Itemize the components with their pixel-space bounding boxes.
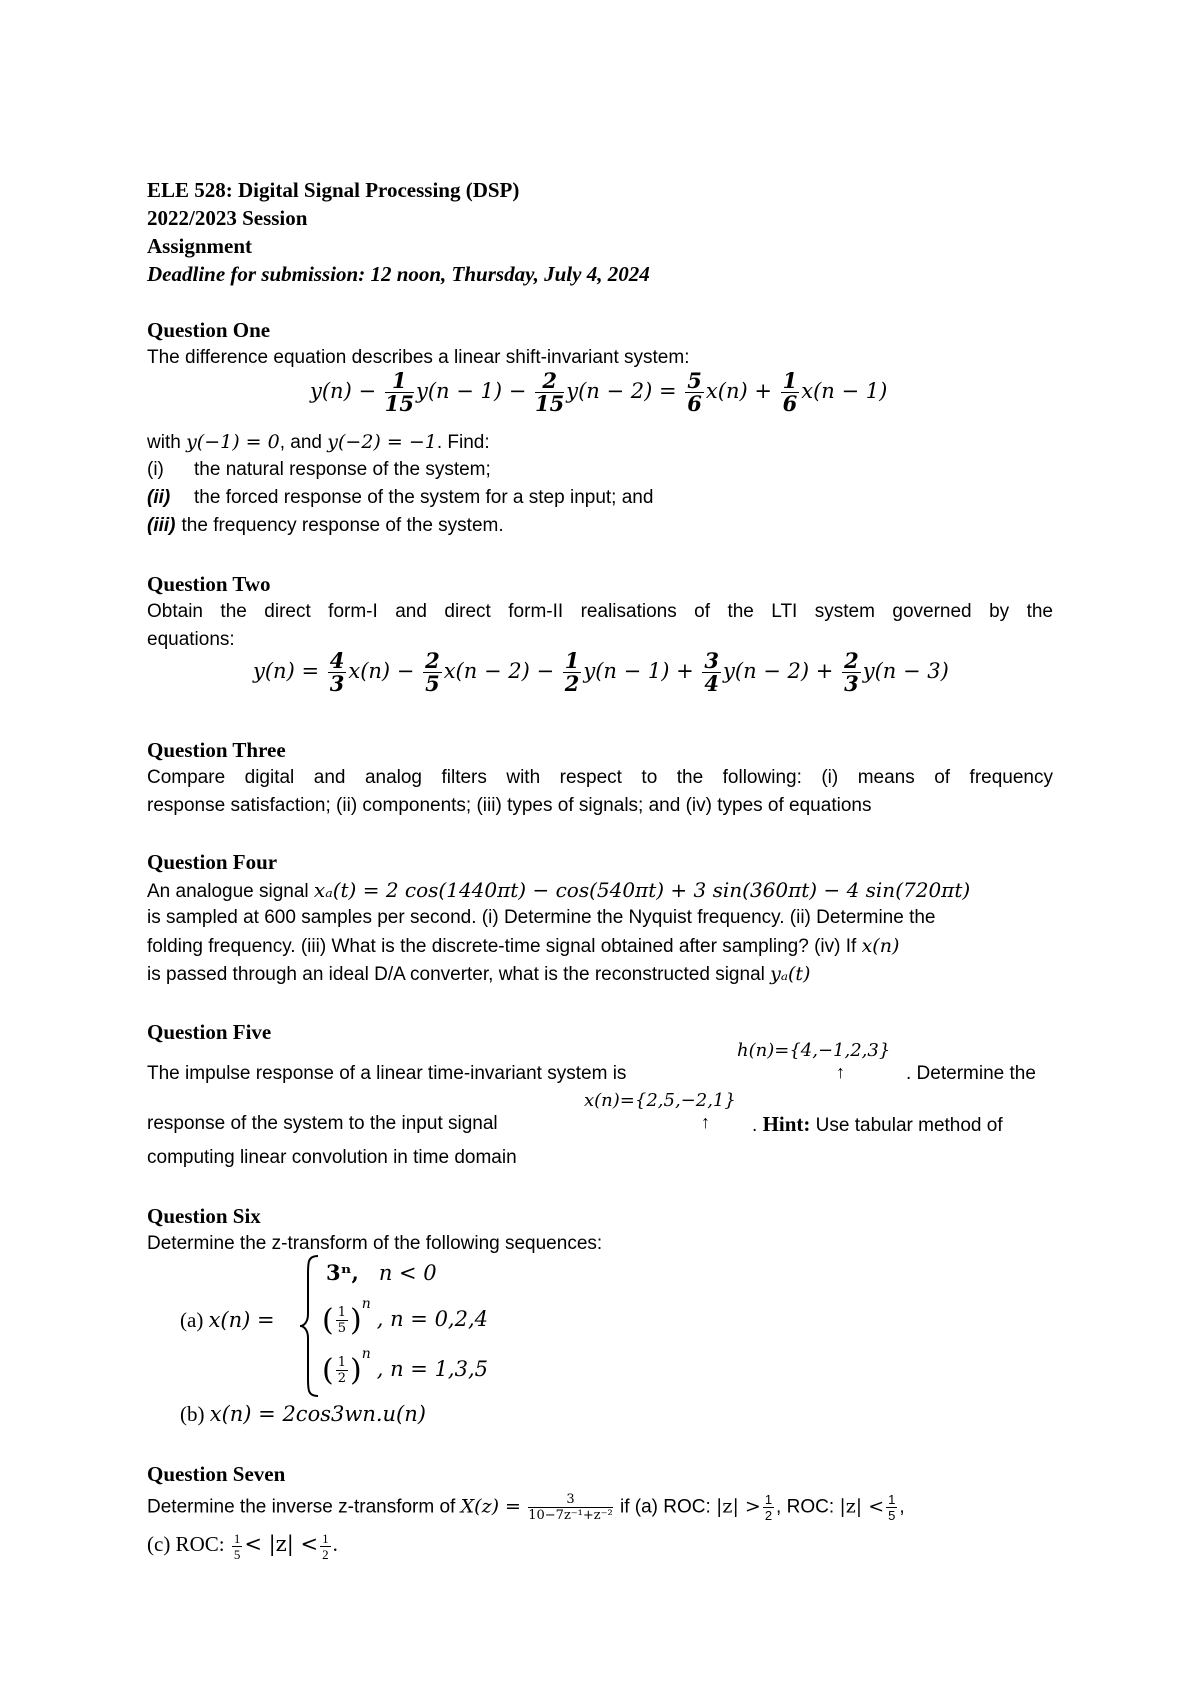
q6-case1-cond: n < 0 [378,1261,437,1285]
q6-b-expr: x(n) = 2cos3wn.u(n) [209,1402,426,1426]
q7-rc1-num: 1 [233,1530,241,1546]
q4-line4-text: is passed through an ideal D/A converter, what is the reconstructed signal [147,964,771,985]
q6-title: Question Six [147,1204,261,1228]
q6-case3-rparen: ) [350,1353,362,1388]
q4-ya: yₐ(t) [770,963,811,985]
q1-frac-3-den: 6 [687,391,702,416]
q2-frac-2-den: 5 [425,671,440,696]
deadline: Deadline for submission: 12 noon, Thursday, July 4, 2024 [147,262,650,286]
q1-item-3-label: (iii) [147,515,176,536]
q7-xz: X(z) = [460,1495,521,1518]
q7-roc-b: |z| < [839,1495,885,1518]
q7-roc-a-label: if (a) ROC: [614,1496,717,1518]
q2-frac-1-den: 3 [329,671,345,696]
q1-frac-4-num: 1 [782,368,798,393]
q1-frac-1-num: 1 [385,370,414,393]
q7-rb-num: 1 [888,1492,896,1507]
q2-line1: Obtain the direct form-I and direct form-II realisations of the LTI system governed by the [147,601,1053,622]
q5-x-origin-arrow-icon: ↑ [701,1112,710,1132]
q4-xn: x(n) [861,935,900,957]
q7-rc2-num: 1 [322,1530,329,1546]
q7-ra-num: 1 [764,1492,773,1507]
q1-frac-2-den: 15 [535,391,565,416]
q1-eq-t2: y(n − 2) = [566,379,677,403]
q2-frac-4-num: 3 [704,648,720,673]
q2-frac-3 [563,650,582,695]
q2-eq-t1: x(n) − [348,659,415,683]
q1-eq-t1: y(n − 1) − [415,379,527,403]
q5-h-origin-arrow-icon: ↑ [836,1062,845,1082]
q5-line1a: The impulse response of a linear time-invariant system is [147,1063,627,1084]
q7-xz-frac [528,1492,612,1523]
q7-line2 [147,1530,338,1562]
q7-line2-end: . [332,1532,338,1556]
q7-line1-end: , [899,1496,905,1518]
q2-frac-4-den: 4 [704,671,720,696]
q1-cond-a: with [147,432,187,453]
q7-title: Question Seven [147,1462,286,1486]
q2-frac-5-num: 2 [844,648,859,673]
q6-case2-rparen: ) [350,1303,362,1338]
q5-hint-label: Hint: [762,1112,811,1136]
q2-frac-1 [328,650,347,695]
q7-ra-den: 2 [764,1508,773,1523]
q7-rb-den: 5 [888,1508,896,1523]
q7-roc-b-label: , ROC: [776,1496,840,1518]
q1-eq-t4: x(n − 1) [801,379,888,403]
q6-case3-den: 2 [337,1371,346,1386]
course-title: ELE 528: Digital Signal Processing (DSP) [147,178,520,202]
q2-eq-t4: y(n − 2) + [723,659,834,683]
q1-frac-1-den: 15 [384,391,414,416]
q6-case3-exp: n [361,1346,371,1362]
q2-eq-t5: y(n − 3) [862,659,949,683]
q7-rc1-den: 5 [233,1546,241,1562]
q2-frac-3-den: 2 [564,671,580,696]
q6-a-lhs: x(n) = [208,1308,275,1332]
q7-roc-c-label: (c) ROC: [147,1532,230,1556]
q1-cond-d: y(−2) = −1 [327,431,437,453]
q1-frac-2 [535,370,564,415]
q2-frac-5-den: 3 [844,671,859,696]
q6-case2-den: 5 [337,1321,346,1336]
q1-item-2-text: the forced response of the system for a step input; and [194,487,654,508]
q6-a-label: (a) [180,1308,209,1332]
q2-eq-lhs: y(n) = [253,659,320,683]
q7-line1 [147,1492,905,1523]
q1-cond-c: , and [279,432,328,453]
q2-frac-2 [423,650,442,695]
q7-roc-b-frac [886,1492,897,1523]
q1-eq-lhs: y(n) − [310,379,377,403]
q7-line1-text: Determine the inverse z-transform of [147,1496,461,1518]
q1-title: Question One [147,318,271,342]
q5-title: Question Five [147,1020,272,1044]
session: 2022/2023 Session [147,206,308,230]
q6-left-brace [298,1254,322,1398]
q3-line1: Compare digital and analog filters with respect to the following: (i) means of frequency [147,767,1053,788]
q5-line2a: response of the system to the input signal [147,1113,498,1134]
q2-frac-4 [702,650,721,695]
q1-frac-2-num: 2 [535,370,564,393]
q4-line3 [147,932,899,961]
q1-cond-e: . Find: [436,432,490,453]
q5-x-sequence: x(n)={2,5,−2,1} [584,1090,736,1111]
q5-line2b [752,1110,1003,1140]
q6-case3-num: 1 [337,1355,346,1370]
q6-case2-exp: n [361,1296,371,1312]
q4-signal-expr: xₐ(t) = 2 cos(1440πt) − cos(540πt) + 3 sin(360πt) − 4 sin(720πt) [313,878,971,902]
q5-line3: computing linear convolution in time domain [147,1147,517,1168]
q6-case3-lparen: ( [322,1353,334,1388]
q1-item-3-text: the frequency response of the system. [181,515,504,536]
q1-item-1-text: the natural response of the system; [194,459,491,480]
q6-case1-expr: 3ⁿ, [326,1260,359,1285]
q1-cond-b: y(−1) = 0 [186,431,280,453]
q4-line4 [147,960,810,989]
q6-intro: Determine the z-transform of the following sequences: [147,1233,603,1254]
q7-rc2-den: 2 [322,1546,329,1562]
q4-line1 [147,876,970,906]
q6-case2-cond: , n = 0,2,4 [376,1307,489,1331]
q1-item-1 [147,456,491,484]
q1-frac-3-num: 5 [687,368,702,393]
q1-intro: The difference equation describes a linear shift-invariant system: [147,347,690,368]
q6-case2-lparen: ( [322,1303,334,1338]
q6-case-3 [322,1346,488,1388]
q1-eq-t3: x(n) + [705,379,772,403]
q1-frac-1 [385,370,414,415]
assignment-label: Assignment [147,234,253,258]
q1-item-2-label: (ii) [147,487,171,508]
q5-line1b: . Determine the [906,1063,1036,1084]
q6-b-label: (b) [180,1402,210,1426]
q7-roc-c: < |z| < [244,1532,319,1556]
q1-frac-4 [781,370,800,415]
q7-roc-a-frac [763,1492,774,1523]
q7-rc2-frac [320,1531,331,1562]
q2-line2: equations: [147,629,235,650]
q2-frac-3-num: 1 [564,648,580,673]
q6-b [180,1400,426,1428]
q2-frac-2-num: 2 [425,648,440,673]
q6-case2-frac [336,1305,348,1336]
q1-item-1-label: (i) [147,459,164,480]
q7-xz-den: 10−7z⁻¹+z⁻² [528,1508,613,1523]
q3-title: Question Three [147,738,286,762]
q7-roc-a: |z| > [716,1495,761,1518]
q3-line2: response satisfaction; (ii) components; (iii) types of signals; and (iv) types of equations [147,795,872,816]
q5-line2b-text: . [752,1115,763,1136]
q7-xz-num: 3 [528,1492,612,1508]
q4-line2: is sampled at 600 samples per second. (i) Determine the Nyquist frequency. (ii) Determine the [147,907,936,928]
q6-case2-num: 1 [337,1305,346,1320]
q5-line2c-text: Use tabular method of [810,1115,1003,1136]
q1-item-2 [147,484,654,512]
q2-eq-t2: x(n − 2) − [443,659,555,683]
q1-frac-4-den: 6 [782,391,798,416]
q4-line1-text: An analogue signal [147,881,314,902]
q1-frac-3 [685,370,704,415]
q2-title: Question Two [147,572,271,596]
q2-frac-1-num: 4 [329,648,345,673]
q2-equation [253,650,949,695]
q1-conditions [147,428,490,457]
q4-line3-text: folding frequency. (iii) What is the discrete-time signal obtained after sampling? (iv) If [147,936,862,957]
q6-case3-frac [336,1355,348,1386]
q1-item-3 [147,512,504,540]
q2-frac-5 [842,650,861,695]
q5-h-sequence: h(n)={4,−1,2,3} [737,1040,891,1061]
q6-a [180,1306,275,1334]
q2-eq-t3: y(n − 1) + [583,659,694,683]
q4-title: Question Four [147,850,278,874]
q6-case-1 [326,1260,437,1285]
q1-equation [310,370,887,415]
q6-case-2 [322,1296,488,1338]
q6-case3-cond: , n = 1,3,5 [376,1357,489,1381]
q7-rc1-frac [232,1531,243,1562]
